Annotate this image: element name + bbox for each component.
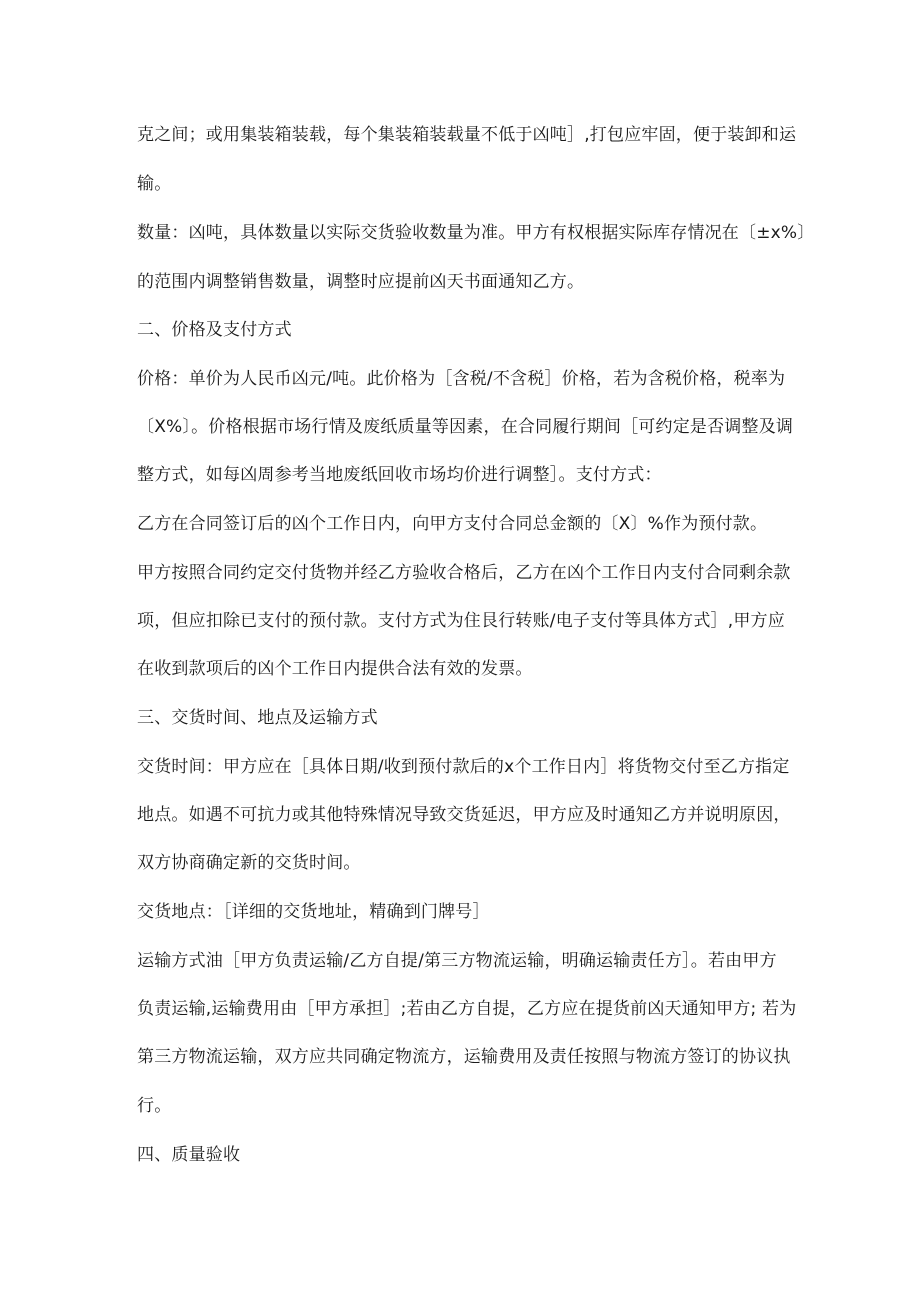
text-line: 项，但应扣除已支付的预付款。支付方式为住艮行转账/电子支付等具体方式］,甲方应 (137, 611, 785, 631)
text-line: 〔X%〕。价格根据市场行情及废纸质量等因素，在合同履行期间［可约定是否调整及调 (137, 417, 794, 437)
text-line: 数量：凶吨，具体数量以实际交货验收数量为准。甲方有权根据实际库存情况在〔±x%〕 (137, 223, 815, 243)
text-line: 交货时间：甲方应在［具体日期/收到预付款后的x个工作日内］将货物交付至乙方指定 (137, 757, 790, 777)
text-line: 交货地点：［详细的交货地址，精确到门牌号］ (137, 902, 490, 922)
section-heading: 四、质量验收 (137, 1145, 241, 1165)
text-line: 乙方在合同签订后的凶个工作日内，向甲方支付合同总金额的〔X〕%作为预付款。 (137, 514, 768, 534)
text-line: 地点。如遇不可抗力或其他特殊情况导致交货延迟，甲方应及时通知乙方并说明原因， (137, 805, 791, 825)
text-line: 双方协商确定新的交货时间。 (137, 853, 361, 873)
text-line: 第三方物流运输，双方应共同确定物流方，运输费用及责任按照与物流方签订的协议执 (137, 1047, 791, 1067)
text-line: 运输方式油［甲方负责运输/乙方自提/第三方物流运输，明确运输责任方］。若由甲方 (137, 951, 777, 971)
section-heading: 三、交货时间、地点及运输方式 (137, 708, 378, 728)
text-line: 甲方按照合同约定交付货物并经乙方验收合格后，乙方在凶个工作日内支付合同剩余款 (137, 563, 791, 583)
text-line: 负责运输,运输费用由［甲方承担］;若由乙方自提，乙方应在提货前凶天通知甲方; 若为 (137, 999, 797, 1019)
text-line: 输。 (137, 174, 172, 194)
text-line: 克之间；或用集装箱装载，每个集装箱装载量不低于凶吨］,打包应牢固，便于装卸和运 (137, 125, 797, 145)
text-line: 整方式，如每凶周参考当地废纸回收市场均价进行调整］。支付方式： (137, 465, 662, 485)
text-line: 在收到款项后的凶个工作日内提供合法有效的发票。 (137, 659, 533, 679)
text-line: 价格：单价为人民币凶元/吨。此价格为［含税/不含税］价格，若为含税价格，税率为 (137, 369, 786, 389)
text-line: 行。 (137, 1096, 172, 1116)
text-line: 的范围内调整销售数量，调整时应提前凶天书面通知乙方。 (137, 272, 585, 292)
section-heading: 二、价格及支付方式 (137, 320, 292, 340)
